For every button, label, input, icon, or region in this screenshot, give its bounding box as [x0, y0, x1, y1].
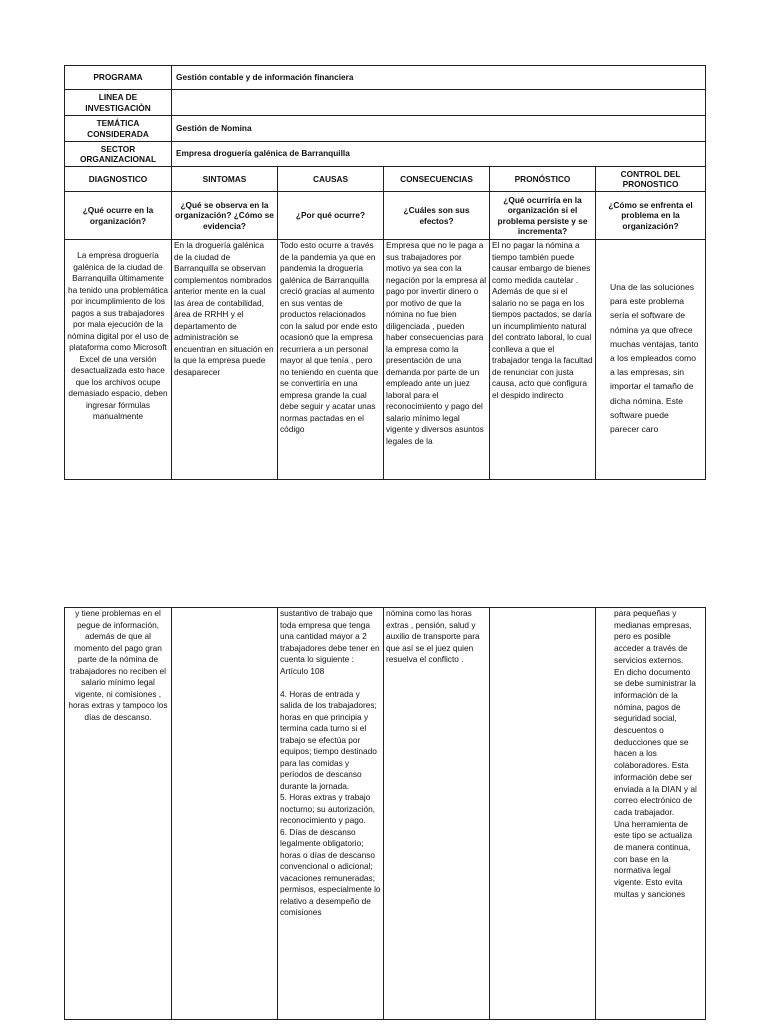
tematica-label: TEMÁTICA CONSIDERADA — [65, 116, 172, 142]
column-question-sintomas: ¿Qué se observa en la organización? ¿Cómo se evidencia? — [172, 192, 278, 240]
programa-label: PROGRAMA — [65, 66, 172, 90]
linea-value — [172, 90, 706, 116]
column-question-causas: ¿Por qué ocurre? — [278, 192, 384, 240]
column-question-consecuencias: ¿Cuáles son sus efectos? — [384, 192, 490, 240]
cell-causas-p2: sustantivo de trabajo que toda empresa que tenga una cantidad mayor a 2 trabajadores debe tener en cuenta lo siguiente : Artículo 108 4. Horas de entrada y salida de los trabajadores; horas en que principia y termina cada turno si el trabajo se efectúa por equipos; tiempo destinado para las comidas y períodos de descanso durante la jornada. 5. Horas extras y trabajo nocturno; su autorización, reconocimiento y pago. 6. Días de descanso legalmente obligatorio; horas o días de descanso convencional o adicional; vacaciones remuneradas; permisos, especialmente lo relativo a desempeño de comisiones — [278, 608, 384, 1020]
cell-consecuencias-p1: Empresa que no le paga a sus trabajadores por motivo ya sea con la negación por la empresa al pago por invertir dinero o por motivo de que la nómina no fue bien diligenciada , pueden haber consecuencias para la empresa como la presentación de una demanda por parte de un empleado ante un juez laboral para el reconocimiento y pago del salario mínimo legal vigente y diversos asuntos legales de la — [384, 240, 490, 480]
cell-sintomas-p2 — [172, 608, 278, 1020]
matrix-table-page-2 — [64, 607, 706, 1020]
cell-sintomas-p1: En la droguería galénica de la ciudad de Barranquilla se observan complementos nombrados anterior mente en la cual las área de contabilidad, área de RRHH y el departamento de administración se encuentran en situación en la que la empresa puede desaparecer — [172, 240, 278, 480]
column-question-pronostico: ¿Qué ocurriría en la organización si el problema persiste y se incrementa? — [490, 192, 596, 240]
cell-pronostico-p1: El no pagar la nómina a tiempo también puede causar embargo de bienes como medida cautelar . Además de que si el salario no se paga en los tiempos pactados, se daría un incumplimiento natural del contrato laboral, lo cual conlleva a que el trabajador tenga la facultad de renunciar con justa causa, acto que configura el despido indirecto — [490, 240, 596, 480]
column-question-diagnostico: ¿Qué ocurre en la organización? — [65, 192, 172, 240]
cell-control-p2: para pequeñas y medianas empresas, pero es posible acceder a través de servicios externos. En dicho documento se debe suministrar la información de la nómina, pagos de seguridad social, descuentos o deducciones que se hacen a los colaboradores. Esta información debe ser enviada a la DIAN y al correo electrónico de cada trabajador. Una herramienta de este tipo se actualiza de manera continua, con base en la normativa legal vigente. Esto evita multas y sanciones — [596, 608, 706, 1020]
column-title-diagnostico: DIAGNOSTICO — [65, 167, 172, 192]
matrix-table-page-1 — [64, 65, 706, 480]
cell-causas-p1: Todo esto ocurre a través de la pandemia ya que en pandemia la droguería galénica de Barranquilla creció gracias al aumento en sus ventas de productos relacionados con la salud por ende esto ocasionó que la empresa recurriera a un personal mayor al que tenía , pero no teniendo en cuenta que se convertiría en una empresa grande la cual debe seguir y acatar unas normas pactadas en el código — [278, 240, 384, 480]
programa-value: Gestión contable y de información financiera — [172, 66, 706, 90]
linea-label: LINEA DE INVESTIGACIÒN — [65, 90, 172, 116]
column-title-consecuencias: CONSECUENCIAS — [384, 167, 490, 192]
column-title-control: CONTROL DEL PRONOSTICO — [596, 167, 706, 192]
cell-pronostico-p2 — [490, 608, 596, 1020]
cell-consecuencias-p2: nómina como las horas extras , pensión, salud y auxilio de transporte para que así se el juez quien resuelva el conflicto . — [384, 608, 490, 1020]
column-title-sintomas: SINTOMAS — [172, 167, 278, 192]
cell-diagnostico-p2: y tiene problemas en el pegue de información, además de que al momento del pago gran parte de la nómina de trabajadores no reciben el salario mínimo legal vigente, ni comisiones , horas extras y tampoco los días de descanso. — [65, 608, 172, 1020]
tematica-value: Gestión de Nomina — [172, 116, 706, 142]
sector-value: Empresa droguería galénica de Barranquilla — [172, 142, 706, 167]
cell-control-p1: Una de las soluciones para este problema sería el software de nómina ya que ofrece muchas ventajas, tanto a los empleados como a las empresas, sin importar el tamaño de dicha nómina. Este software puede parecer caro — [596, 240, 706, 480]
sector-label: SECTOR ORGANIZACIONAL — [65, 142, 172, 167]
column-title-pronostico: PRONÓSTICO — [490, 167, 596, 192]
cell-diagnostico-p1: La empresa droguería galénica de la ciudad de Barranquilla últimamente ha tenido una problemática por incumplimiento de los pagos a sus trabajadores por mala ejecución de la nómina digital por el uso de plataforma como Microsoft Excel de una versión desactualizada esto hace que los archivos ocupe demasiado espacio, deben ingresar fórmulas manualmente — [65, 240, 172, 480]
column-title-causas: CAUSAS — [278, 167, 384, 192]
column-question-control: ¿Cómo se enfrenta el problema en la organización? — [596, 192, 706, 240]
